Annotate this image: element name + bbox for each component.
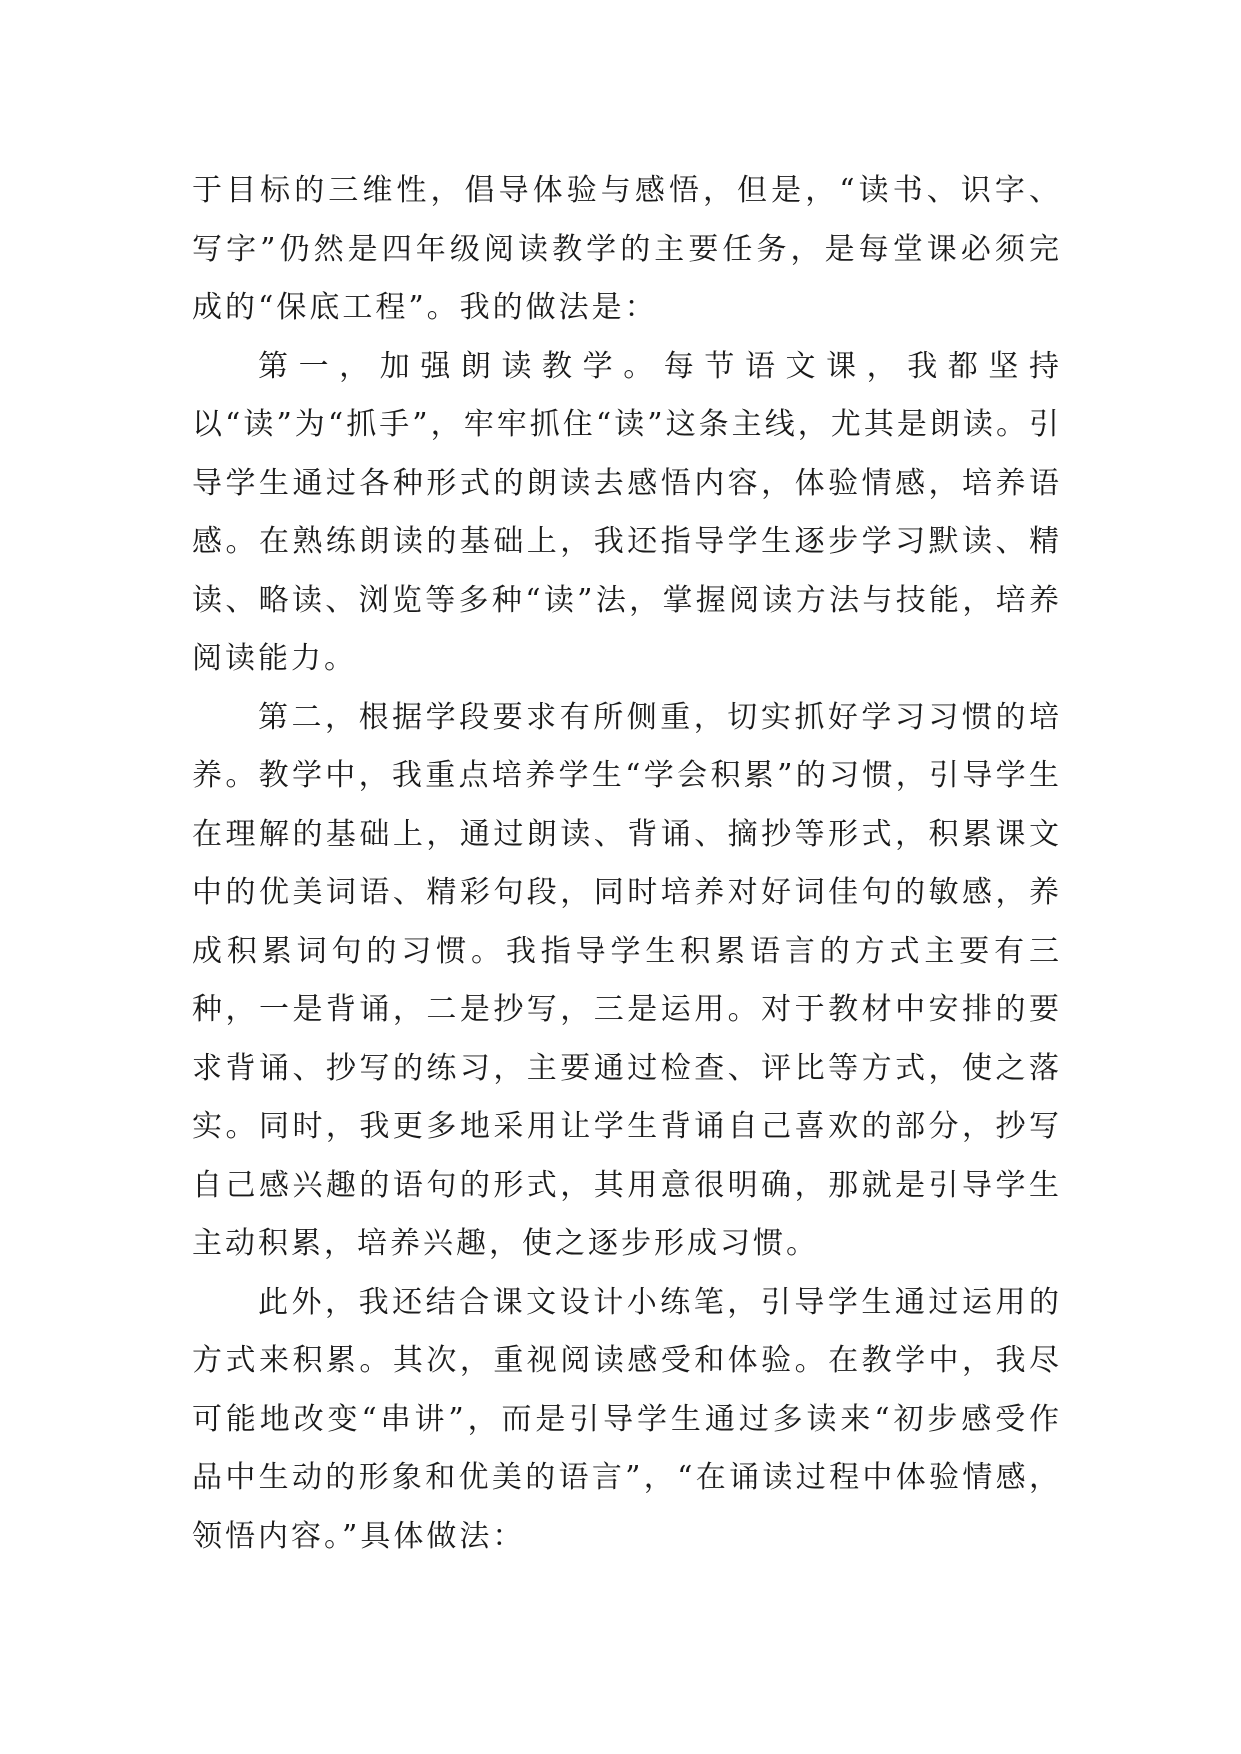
paragraph-additional-methods: 此外，我还结合课文设计小练笔，引导学生通过运用的方式来积累。其次，重视阅读感受和体验。在教学中，我尽可能地改变“串讲”，而是引导学生通过多读来“初步感受作品中生动的形象和优美的语言”，“在诵读过程中体验情感，领悟内容。”具体做法： [192, 1284, 1062, 1554]
paragraph-continuation: 于目标的三维性，倡导体验与感悟，但是，“读书、识字、写字”仍然是四年级阅读教学的主要任务，是每堂课必须完成的“保底工程”。我的做法是： [192, 173, 1062, 325]
paragraph-study-habits: 第二，根据学段要求有所侧重，切实抓好学习习惯的培养。教学中，我重点培养学生“学会积累”的习惯，引导学生在理解的基础上，通过朗读、背诵、摘抄等形式，积累课文中的优美词语、精彩句段，同时培养对好词佳句的敏感，养成积累词句的习惯。我指导学生积累语言的方式主要有三种，一是背诵，二是抄写，三是运用。对于教材中安排的要求背诵、抄写的练习，主要通过检查、评比等方式，使之落实。同时，我更多地采用让学生背诵自己喜欢的部分，抄写自己感兴趣的语句的形式，其用意很明确，那就是引导学生主动积累，培养兴趣，使之逐步形成习惯。 [192, 699, 1062, 1261]
document-body [192, 162, 1062, 1566]
paragraph-reading-aloud: 第一，加强朗读教学。每节语文课，我都坚持以“读”为“抓手”，牢牢抓住“读”这条主线，尤其是朗读。引导学生通过各种形式的朗读去感悟内容，体验情感，培养语感。在熟练朗读的基础上，我还指导学生逐步学习默读、精读、略读、浏览等多种“读”法，掌握阅读方法与技能，培养阅读能力。 [192, 348, 1062, 676]
